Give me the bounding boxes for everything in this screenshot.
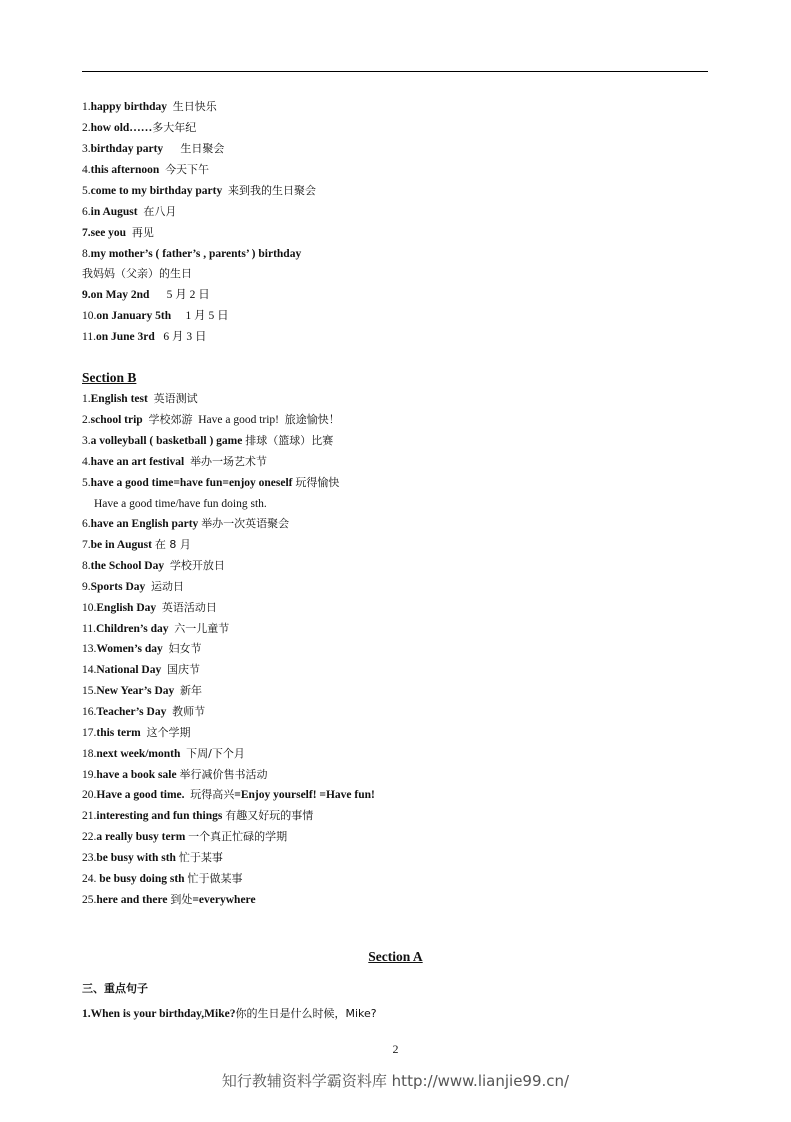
- phrase-item: 8.my mother’s ( father’s , parents’ ) birthday: [82, 248, 302, 260]
- phrase-item: 2.school trip 学校郊游 Have a good trip! 旅途愉快！: [82, 413, 340, 426]
- phrase-item: 20.Have a good time. 玩得高兴=Enjoy yourself! =Have fun!: [82, 788, 375, 801]
- phrase-item: 17.this term 这个学期: [82, 726, 191, 739]
- phrase-item: 我妈妈（父亲）的生日: [82, 267, 192, 280]
- phrase-item: 24. be busy doing sth 忙于做某事: [82, 872, 243, 885]
- footer-watermark: 知行教辅资料学霸资料库 http://www.lianjie99.cn/: [221, 1072, 570, 1090]
- phrase-item: 10.English Day 英语活动日: [82, 601, 217, 614]
- phrase-item: 14.National Day 国庆节: [82, 663, 200, 676]
- phrase-item: 11.Children’s day 六一儿童节: [82, 622, 230, 635]
- phrase-item: 9.Sports Day 运动日: [82, 580, 185, 593]
- phrase-item: 11.on June 3rd 6 月 3 日: [82, 331, 207, 343]
- section-a-heading: Section A: [368, 949, 423, 964]
- sentence-item: 1.When is your birthday,Mike?你的生日是什么时候，Mike?: [82, 1007, 377, 1020]
- phrase-item: 4.have an art festival 举办一场艺术节: [82, 455, 267, 468]
- phrase-item: 7.be in August 在 8 月: [82, 538, 191, 551]
- phrase-item: 5.come to my birthday party 来到我的生日聚会: [82, 184, 316, 197]
- phrase-item: 3.birthday party 生日聚会: [82, 142, 225, 155]
- phrase-item: 6.have an English party 举办一次英语聚会: [82, 517, 290, 530]
- phrase-item: 16.Teacher’s Day 教师节: [82, 705, 206, 718]
- phrase-item: 2.how old……多大年纪: [82, 121, 197, 134]
- header-rule: [82, 71, 708, 72]
- phrase-item: 1.English test 英语测试: [82, 392, 198, 405]
- phrase-item: 7.see you 再见: [82, 226, 154, 239]
- phrase-item: 3.a volleyball ( basketball ) game 排球（篮球）比赛: [82, 434, 334, 447]
- phrase-item: 22.a really busy term 一个真正忙碌的学期: [82, 830, 288, 843]
- phrase-item: 10.on January 5th 1 月 5 日: [82, 310, 229, 322]
- page-number: 2: [392, 1042, 399, 1056]
- phrase-item: 25.here and there 到处=everywhere: [82, 893, 256, 906]
- phrase-item: 8.the School Day 学校开放日: [82, 559, 225, 572]
- phrase-note: Have a good time/have fun doing sth.: [94, 498, 267, 510]
- phrase-item: 23.be busy with sth 忙于某事: [82, 851, 223, 864]
- phrase-item: 6.in August 在八月: [82, 205, 177, 218]
- phrase-item: 1.happy birthday 生日快乐: [82, 100, 217, 113]
- key-sentences-heading: 三、重点句子: [82, 982, 148, 995]
- phrase-item: 21.interesting and fun things 有趣又好玩的事情: [82, 809, 314, 822]
- phrase-item: 5.have a good time=have fun=enjoy oneself 玩得愉快: [82, 476, 340, 489]
- phrase-item: 19.have a book sale 举行减价售书活动: [82, 768, 268, 781]
- phrase-item: 18.next week/month 下周/下个月: [82, 747, 245, 760]
- section-b-heading: Section B: [82, 370, 137, 385]
- phrase-item: 13.Women’s day 妇女节: [82, 642, 202, 655]
- phrase-item: 9.on May 2nd 5 月 2 日: [82, 289, 210, 301]
- phrase-item: 15.New Year’s Day 新年: [82, 684, 203, 697]
- phrase-item: 4.this afternoon 今天下午: [82, 163, 210, 176]
